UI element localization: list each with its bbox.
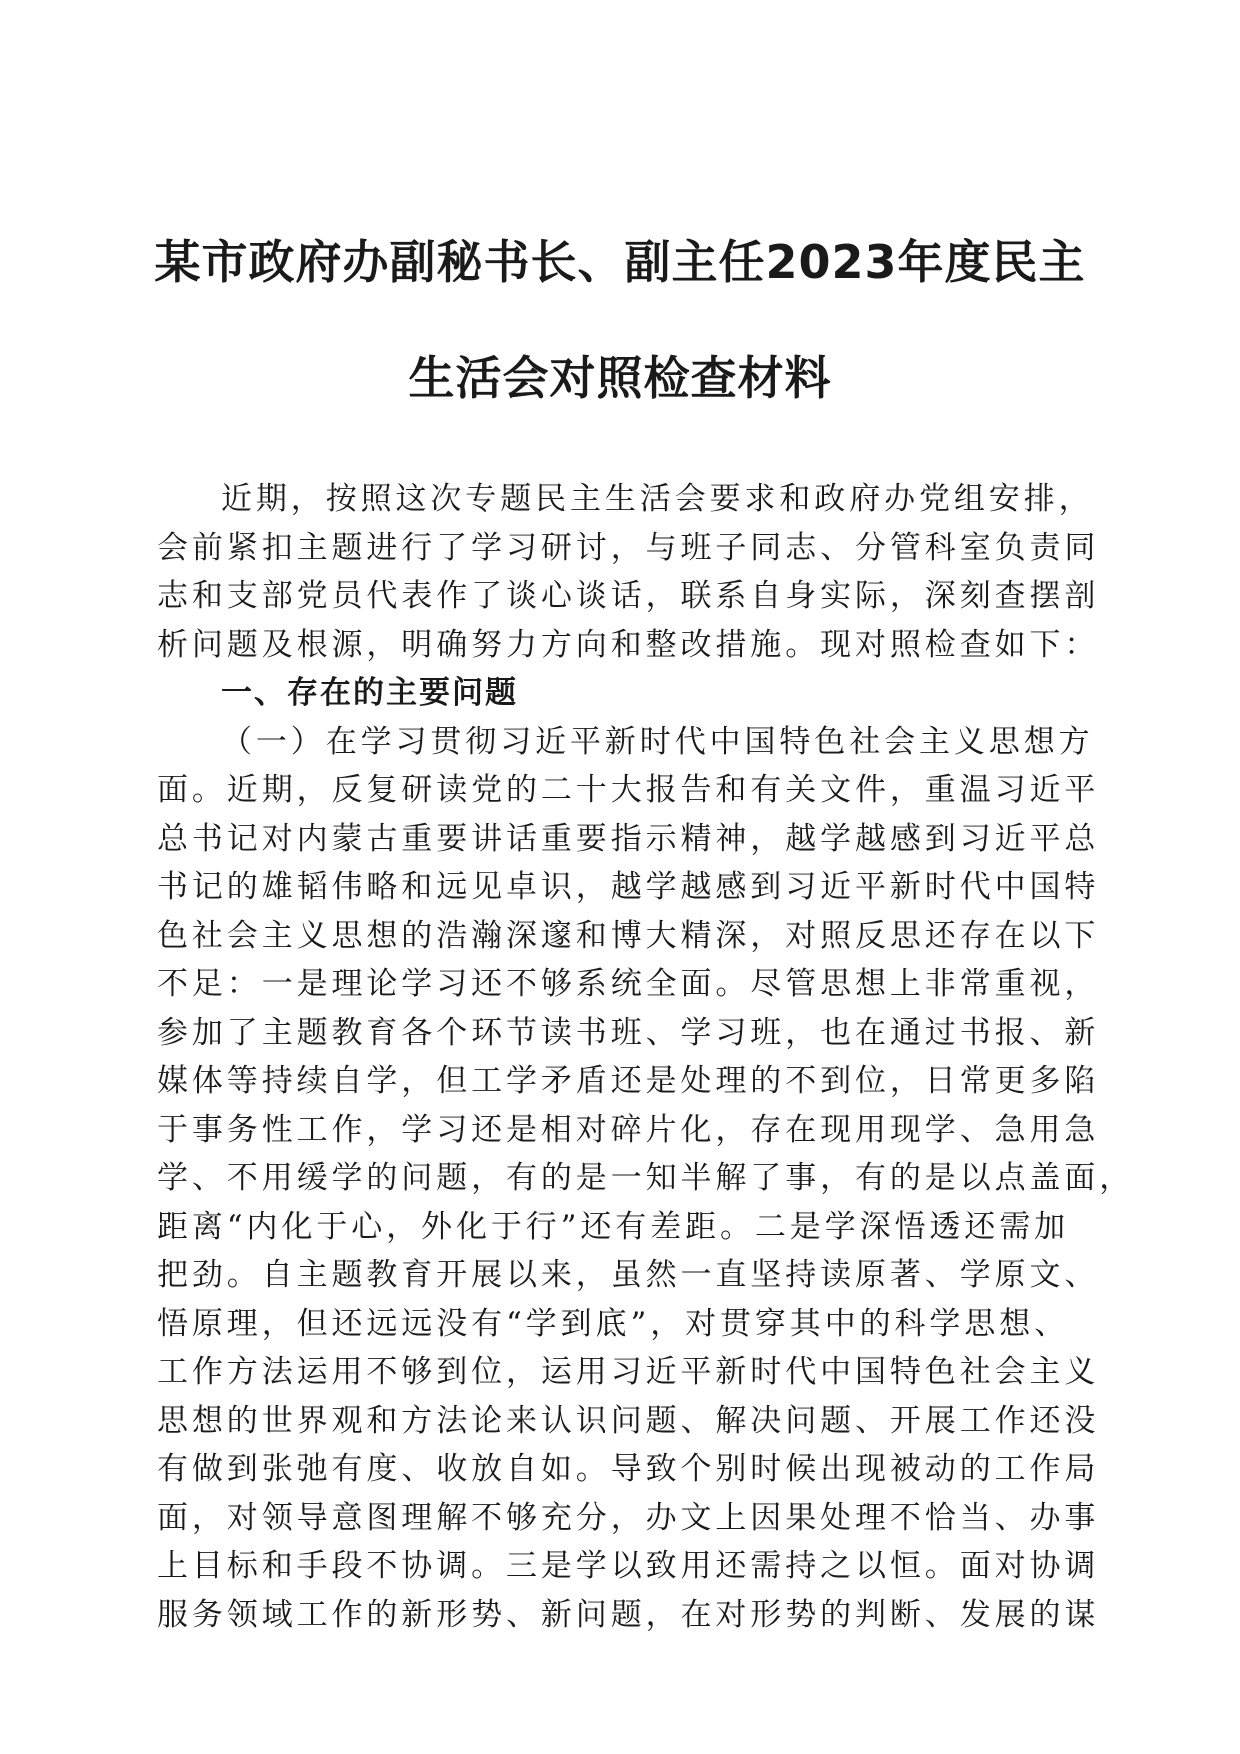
intro-paragraph-line: 志和支部党员代表作了谈心谈话，联系自身实际，深刻查摆剖 — [157, 578, 1100, 614]
section-paragraph-line: 工作方法运用不够到位，运用习近平新时代中国特色社会主义 — [157, 1354, 1100, 1390]
document-title-line-2: 生活会对照检查材料 — [408, 351, 832, 405]
section-paragraph-line: 于事务性工作，学习还是相对碎片化，存在现用现学、急用急 — [157, 1111, 1100, 1148]
section-paragraph-line: 参加了主题教育各个环节读书班、学习班，也在通过书报、新 — [157, 1014, 1100, 1051]
section-paragraph-line: 距离“内化于心，外化于行”还有差距。二是学深悟透还需加 — [157, 1208, 1069, 1245]
section-paragraph-line: 服务领域工作的新形势、新问题，在对形势的判断、发展的谋 — [157, 1596, 1100, 1633]
intro-paragraph-line: 析问题及根源，明确努力方向和整改措施。现对照检查如下： — [157, 626, 1100, 663]
section-paragraph-line: 面，对领导意图理解不够充分，办文上因果处理不恰当、办事 — [157, 1499, 1100, 1536]
intro-paragraph-line: 近期，按照这次专题民主生活会要求和政府办党组安排， — [221, 481, 1094, 517]
section-paragraph-line: 不足：一是理论学习还不够系统全面。尽管思想上非常重视， — [157, 966, 1100, 1002]
section-paragraph-line: 悟原理，但还远远没有“学到底”，对贯穿其中的科学思想、 — [157, 1305, 1069, 1342]
section-heading: 一、存在的主要问题 — [221, 675, 518, 711]
section-paragraph-line: 有做到张弛有度、收放自如。导致个别时候出现被动的工作局 — [157, 1451, 1100, 1487]
section-paragraph-line: 总书记对内蒙古重要讲话重要指示精神，越学越感到习近平总 — [157, 820, 1100, 857]
section-paragraph-line: 书记的雄韬伟略和远见卓识，越学越感到习近平新时代中国特 — [157, 869, 1100, 905]
section-paragraph-line: 面。近期，反复研读党的二十大报告和有关文件，重温习近平 — [157, 772, 1100, 808]
document-body — [157, 475, 1135, 1639]
section-paragraph-line: 媒体等持续自学，但工学矛盾还是处理的不到位，日常更多陷 — [157, 1063, 1100, 1099]
section-paragraph-line: 色社会主义思想的浩瀚深邃和博大精深，对照反思还存在以下 — [157, 917, 1100, 954]
section-paragraph-line: 上目标和手段不协调。三是学以致用还需持之以恒。面对协调 — [157, 1548, 1100, 1584]
document-title-line-1: 某市政府办副秘书长、副主任2023年度民主 — [154, 235, 1086, 289]
section-paragraph-line: 思想的世界观和方法论来认识问题、解决问题、开展工作还没 — [157, 1402, 1100, 1439]
section-paragraph-line: 把劲。自主题教育开展以来，虽然一直坚持读原著、学原文、 — [157, 1257, 1100, 1293]
section-paragraph-line: 学、不用缓学的问题，有的是一知半解了事，有的是以点盖面， — [157, 1160, 1135, 1196]
intro-paragraph-line: 会前紧扣主题进行了学习研讨，与班子同志、分管科室负责同 — [157, 529, 1100, 566]
section-paragraph-line: （一）在学习贯彻习近平新时代中国特色社会主义思想方 — [221, 723, 1094, 760]
